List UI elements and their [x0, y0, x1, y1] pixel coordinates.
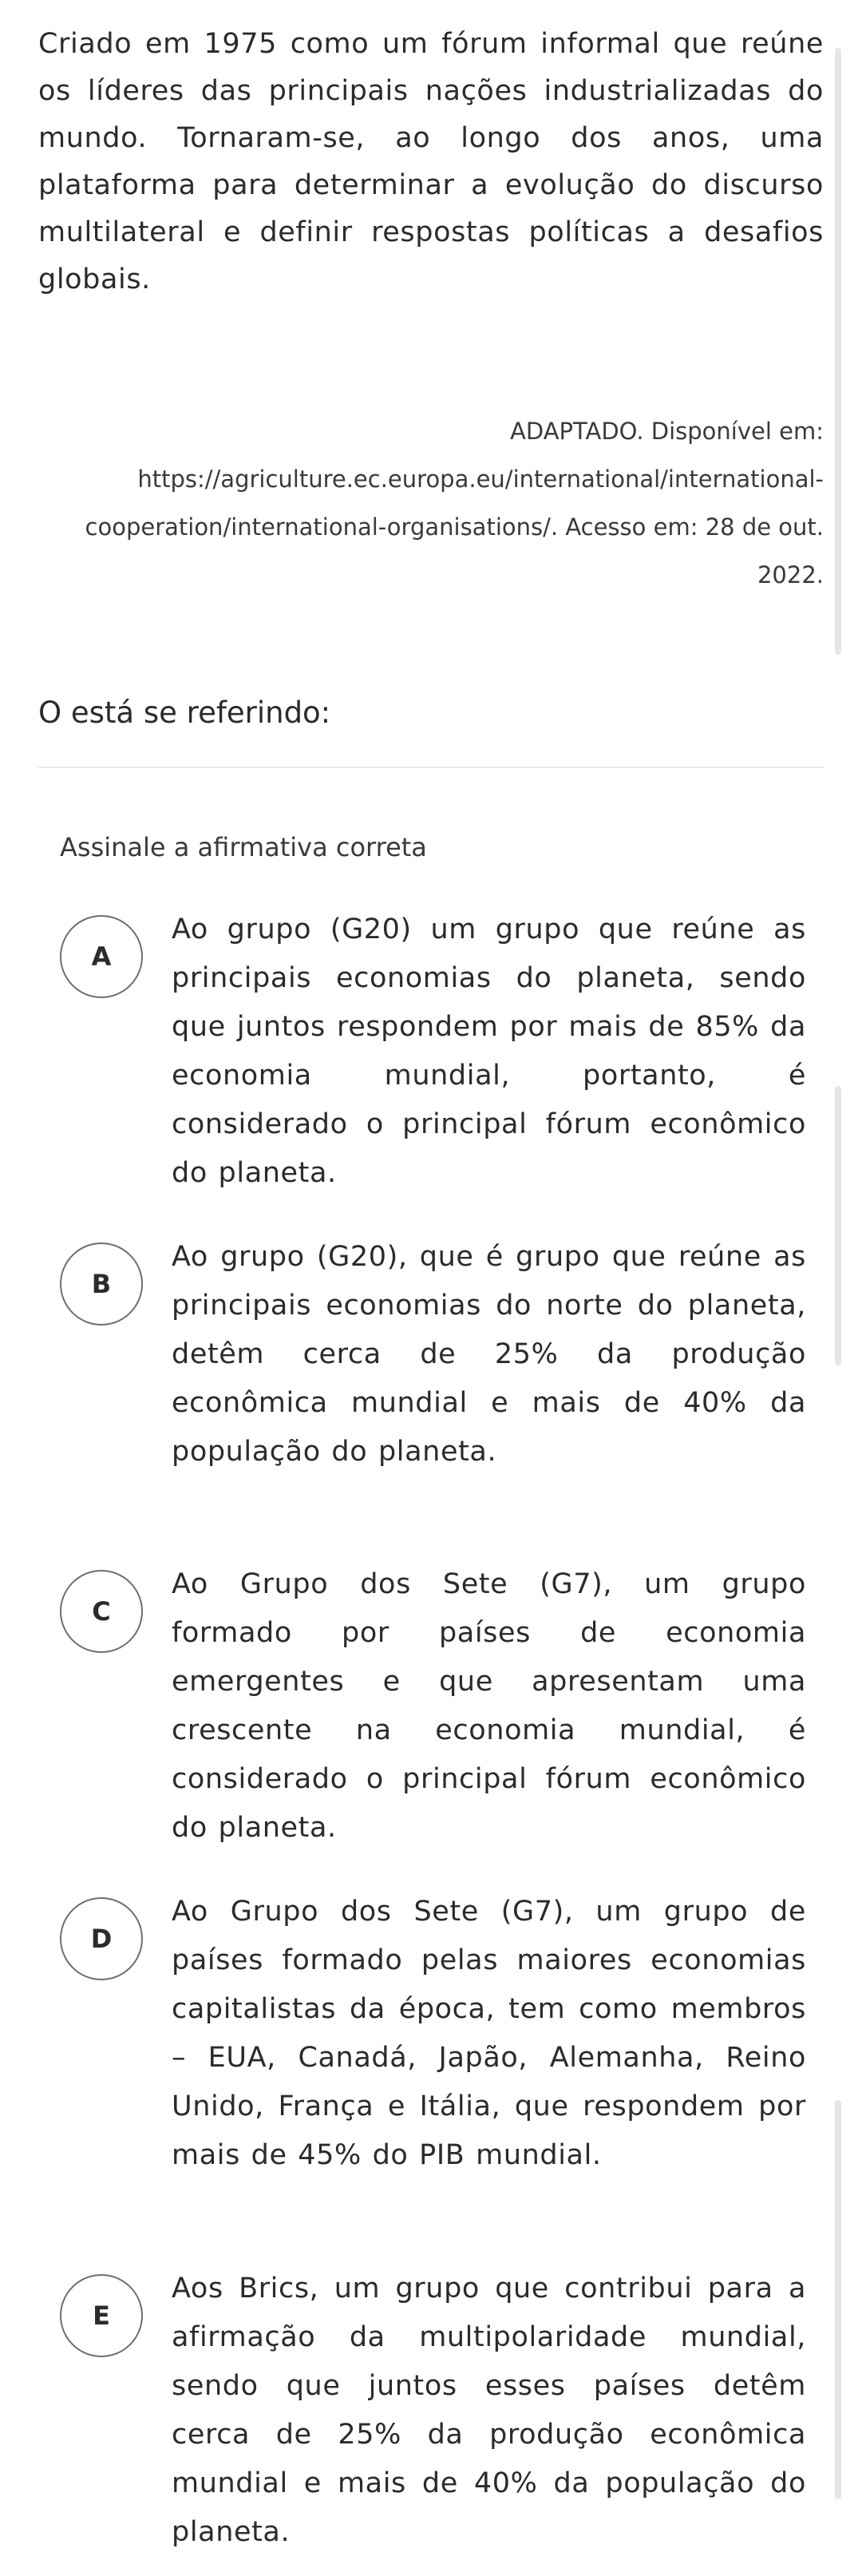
- scrollbar[interactable]: [835, 2100, 841, 2499]
- option-text[interactable]: Ao grupo (G20), que é grupo que reúne as principais economias do norte do planeta, detêm cerca de 25% da produção econômica mundial e mais de 40% da população do planeta.: [172, 1241, 806, 1468]
- question-prompt: O está se referindo:: [38, 696, 331, 730]
- option-letter-badge[interactable]: D: [60, 1897, 143, 1980]
- instruction-text: Assinale a afirmativa correta: [60, 832, 427, 862]
- divider: [38, 767, 824, 768]
- option-letter-badge[interactable]: E: [60, 2274, 143, 2357]
- source-citation: ADAPTADO. Disponível em: https://agriculture.ec.europa.eu/international/international-cooperation/international-organisations/. Acesso em: 28 de out. 2022.: [85, 418, 824, 589]
- option-text[interactable]: Ao Grupo dos Sete (G7), um grupo de países formado pelas maiores economias capitalistas da época, tem como membros – EUA, Canadá, Japão, Alemanha, Reino Unido, França e Itália, que respondem por mais de 45% do PIB mundial.: [172, 1896, 806, 2171]
- option-text[interactable]: Ao grupo (G20) um grupo que reúne as principais economias do planeta, sendo que juntos respondem por mais de 85% da economia mundial, portanto, é considerado o principal fórum econômico do planeta.: [172, 913, 806, 1189]
- scrollbar[interactable]: [835, 1086, 841, 1365]
- option-letter-badge[interactable]: A: [60, 915, 143, 998]
- option-letter-badge[interactable]: C: [60, 1570, 143, 1653]
- option-text[interactable]: Ao Grupo dos Sete (G7), um grupo formado por países de economia emergentes e que apresentam uma crescente na economia mundial, é considerado o principal fórum econômico do planeta.: [172, 1568, 806, 1844]
- option-text[interactable]: Aos Brics, um grupo que contribui para a afirmação da multipolaridade mundial, sendo que juntos esses países detêm cerca de 25% da produção econômica mundial e mais de 40% da população do planeta.: [172, 2273, 806, 2548]
- scrollbar[interactable]: [835, 48, 841, 655]
- passage-text: Criado em 1975 como um fórum informal que reúne os líderes das principais nações industrializadas do mundo. Tornaram-se, ao longo dos anos, uma plataforma para determinar a evolução do discurso multilateral e definir respostas políticas a desafios globais.: [38, 28, 824, 295]
- option-letter-badge[interactable]: B: [60, 1242, 143, 1326]
